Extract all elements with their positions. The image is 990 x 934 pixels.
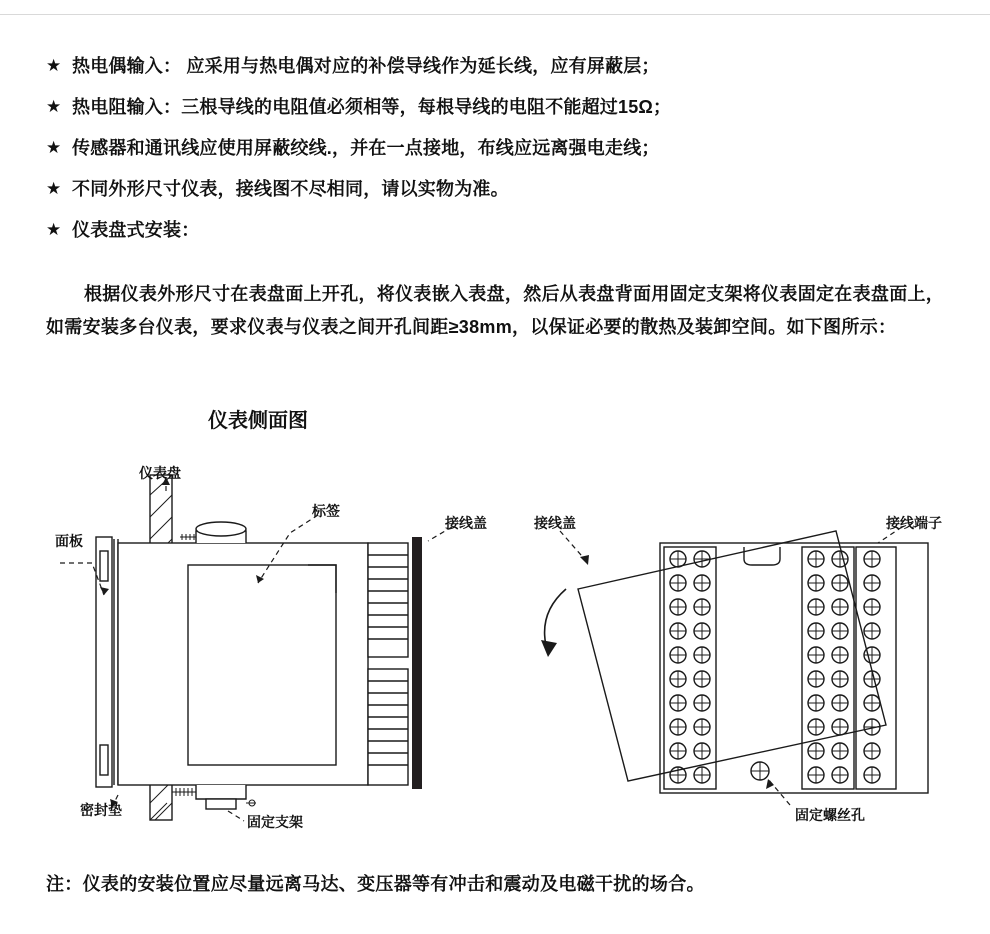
list-item bbox=[46, 93, 946, 121]
label-screw-hole: 固定螺丝孔 bbox=[795, 807, 865, 823]
label-tag: 标签 bbox=[312, 503, 340, 519]
instrument-side-view-diagram bbox=[0, 455, 990, 855]
label-panel-board: 仪表盘 bbox=[139, 465, 181, 481]
star-icon: ★ bbox=[46, 138, 62, 157]
footer-note: 注：仪表的安装位置应尽量远离马达、变压器等有冲击和震动及电磁干扰的场合。 bbox=[46, 874, 705, 894]
label-wiring-cover-right: 接线盖 bbox=[534, 515, 576, 531]
bullet-text: 热电偶输入： 应采用与热电偶对应的补偿导线作为延长线，应有屏蔽层； bbox=[72, 56, 660, 76]
star-icon: ★ bbox=[46, 179, 62, 198]
bullet-text: 热电阻输入：三根导线的电阻值必须相等，每根导线的电阻不能超过15Ω； bbox=[72, 97, 672, 117]
label-bracket: 固定支架 bbox=[247, 814, 303, 830]
list-item bbox=[46, 52, 946, 80]
installation-paragraph: 根据仪表外形尺寸在表盘面上开孔，将仪表嵌入表盘，然后从表盘背面用固定支架将仪表固定在表盘面上，如需安装多台仪表，要求仪表与仪表之间开孔间距≥38mm，以保证必要的散热及装卸空间。如下图所示： bbox=[46, 284, 945, 337]
list-item bbox=[46, 175, 946, 203]
bullet-text: 仪表盘式安装： bbox=[72, 220, 200, 240]
diagram-svg bbox=[0, 455, 990, 855]
figure-title: 仪表侧面图 bbox=[208, 408, 308, 432]
bullet-text: 传感器和通讯线应使用屏蔽绞线.，并在一点接地，布线应远离强电走线； bbox=[72, 138, 660, 158]
star-icon: ★ bbox=[46, 220, 62, 239]
bullet-list bbox=[46, 52, 946, 257]
star-icon: ★ bbox=[46, 56, 62, 75]
star-icon: ★ bbox=[46, 97, 62, 116]
top-divider bbox=[0, 14, 990, 15]
list-item bbox=[46, 134, 946, 162]
list-item bbox=[46, 216, 946, 244]
label-front-panel: 面板 bbox=[55, 533, 83, 549]
label-gasket: 密封垫 bbox=[80, 802, 122, 818]
label-terminal: 接线端子 bbox=[886, 515, 942, 531]
bullet-text: 不同外形尺寸仪表，接线图不尽相同，请以实物为准。 bbox=[72, 179, 509, 199]
label-wiring-cover-left: 接线盖 bbox=[445, 515, 487, 531]
